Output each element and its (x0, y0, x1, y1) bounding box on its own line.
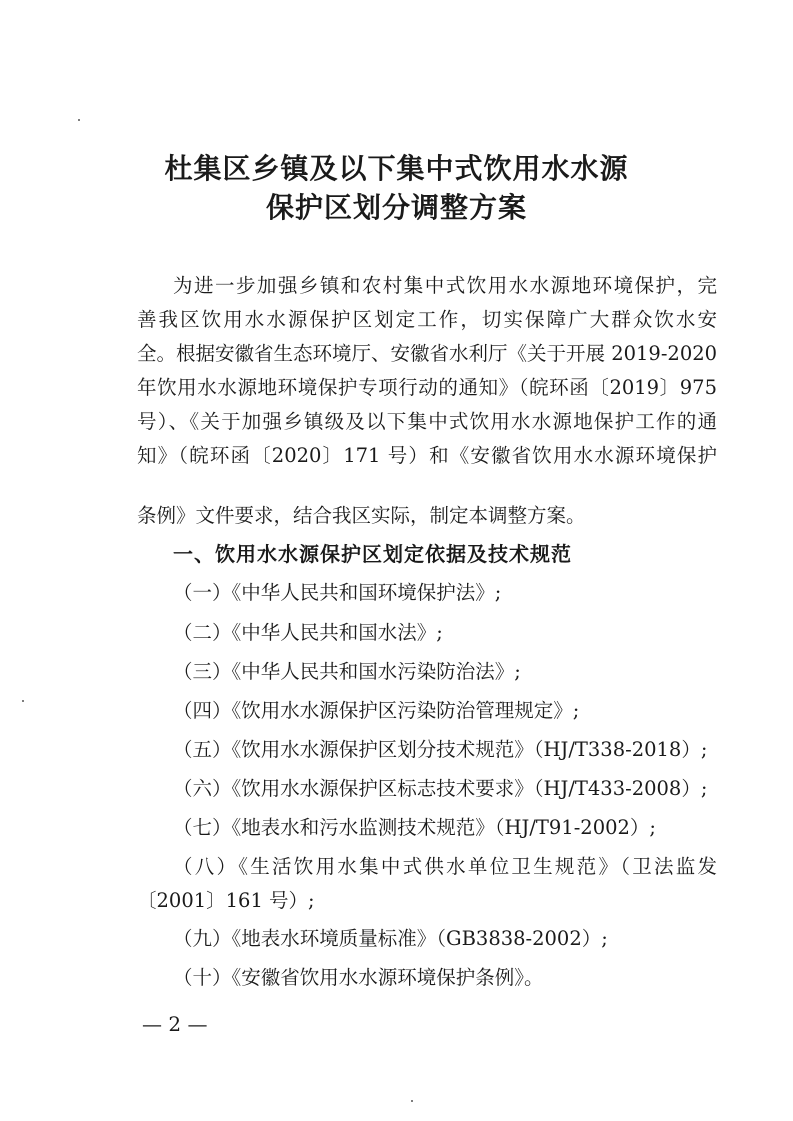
list-item: （九）《地表水环境质量标准》（GB3838-2002）; (173, 927, 608, 950)
section-heading: 一、饮用水水源保护区划定依据及技术规范 (173, 542, 572, 566)
list-item: （六）《饮用水水源保护区标志技术要求》（HJ/T433-2008）; (173, 777, 708, 800)
scan-speck (78, 119, 80, 121)
list-item: （三）《中华人民共和国水污染防治法》; (173, 660, 521, 683)
list-item: （五）《饮用水水源保护区划分技术规范》（HJ/T338-2018）; (173, 738, 708, 761)
intro-line: 知》（皖环函〔2020〕171 号）和《安徽省饮用水水源环境保护 (137, 444, 717, 467)
document-title-line-1: 杜集区乡镇及以下集中式饮用水水源 (164, 152, 629, 185)
intro-line: 全。根据安徽省生态环境厅、安徽省水利厅《关于开展 2019-2020 (137, 342, 718, 365)
list-item-continuation: 〔2001〕161 号）; (137, 889, 315, 912)
intro-line: 号）、《关于加强乡镇级及以下集中式饮用水水源地保护工作的通 (137, 410, 717, 433)
intro-line: 为进一步加强乡镇和农村集中式饮用水水源地环境保护，完 (173, 274, 717, 297)
document-title-line-2: 保护区划分调整方案 (265, 191, 527, 224)
scan-speck (411, 1100, 413, 1102)
list-item: （一）《中华人民共和国环境保护法》; (173, 581, 502, 604)
list-item: （二）《中华人民共和国水法》; (173, 621, 443, 644)
page-number: — 2 — (142, 1012, 208, 1036)
intro-line: 善我区饮用水水源保护区划定工作，切实保障广大群众饮水安 (137, 308, 717, 331)
list-item: （八）《生活饮用水集中式供水单位卫生规范》（卫法监发 (173, 855, 717, 878)
list-item: （四）《饮用水水源保护区污染防治管理规定》; (173, 699, 580, 722)
intro-line: 条例》文件要求，结合我区实际，制定本调整方案。 (137, 504, 586, 527)
scan-speck (22, 700, 24, 702)
intro-line: 年饮用水水源地环境保护专项行动的通知》（皖环函〔2019〕975 (137, 376, 717, 399)
list-item: （七）《地表水和污水监测技术规范》（HJ/T91-2002）; (173, 816, 656, 839)
list-item: （十）《安徽省饮用水水源环境保护条例》。 (173, 966, 544, 989)
